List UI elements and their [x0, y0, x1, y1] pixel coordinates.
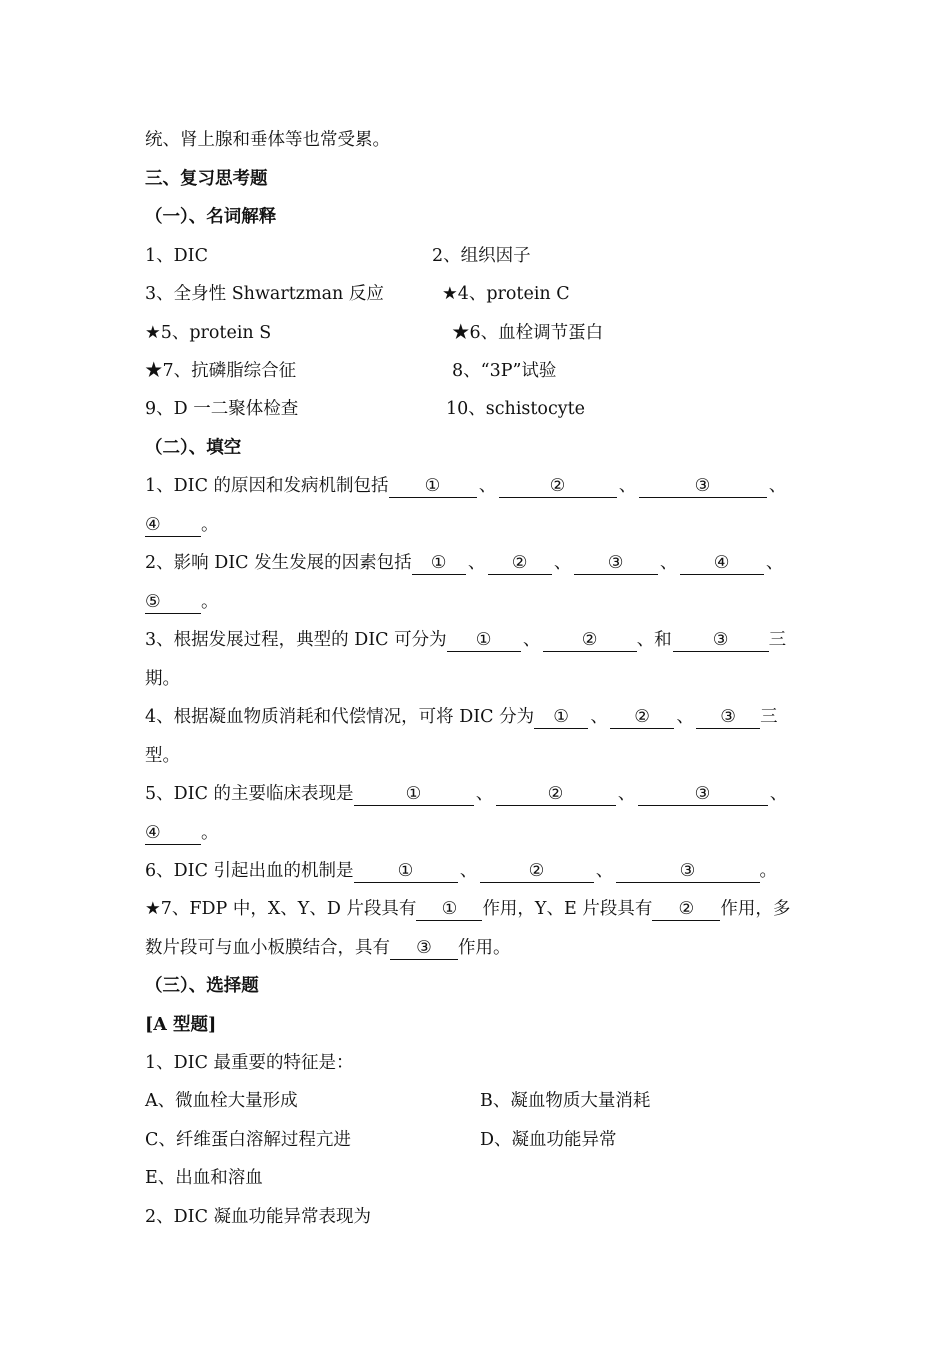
choice-heading: （三）、选择题 — [145, 976, 259, 996]
answer-blank: ① — [416, 898, 482, 921]
fill-question-2 — [145, 551, 786, 575]
answer-blank: ② — [488, 552, 552, 575]
separator: 、 — [522, 630, 541, 650]
question-end: 。 — [201, 515, 219, 535]
answer-blank: ④ — [145, 514, 201, 537]
term-item: 1、DIC — [145, 246, 208, 266]
answer-blank: ③ — [390, 937, 458, 960]
separator: 、 — [768, 476, 787, 496]
answer-blank: ② — [652, 898, 720, 921]
fill-question-5-cont — [145, 821, 219, 845]
term-item: 3、全身性 Shwartzman 反应 — [145, 284, 384, 304]
section-title: 三、复习思考题 — [145, 169, 268, 189]
question-type-label: [A 型题] — [145, 1015, 217, 1035]
term-item: ★4、protein C — [442, 284, 570, 304]
fill-question-1-cont — [145, 513, 219, 537]
question-stem: 1、DIC 的原因和发病机制包括 — [145, 476, 389, 496]
choice-option-b: B、凝血物质大量消耗 — [480, 1091, 651, 1111]
answer-blank: ① — [447, 629, 521, 652]
answer-blank: ① — [389, 475, 477, 498]
answer-blank: ③ — [574, 552, 658, 575]
answer-blank: ③ — [696, 706, 760, 729]
separator: 、 — [478, 476, 497, 496]
question-text: ★7、FDP 中，X、Y、D 片段具有 — [145, 899, 417, 919]
answer-blank: ① — [354, 783, 474, 806]
terms-heading: （一）、名词解释 — [145, 207, 277, 227]
term-item: 2、组织因子 — [432, 246, 531, 266]
term-item: 9、D 一二聚体检查 — [145, 399, 299, 419]
answer-blank: ② — [610, 706, 674, 729]
question-text: 作用，Y、E 片段具有 — [482, 899, 653, 919]
separator: 、 — [618, 476, 637, 496]
answer-blank: ② — [496, 783, 616, 806]
fill-question-6 — [145, 859, 777, 883]
separator: 、 — [459, 861, 478, 881]
separator: 、 — [590, 707, 608, 727]
answer-blank: ② — [499, 475, 617, 498]
separator: 、 — [659, 553, 678, 573]
answer-blank: ③ — [639, 475, 767, 498]
answer-blank: ② — [543, 629, 637, 652]
fill-heading: （二）、填空 — [145, 438, 242, 458]
separator: 、 — [467, 553, 486, 573]
question-stem: 2、影响 DIC 发生发展的因素包括 — [145, 553, 412, 573]
question-stem: 4、根据凝血物质消耗和代偿情况，可将 DIC 分为 — [145, 707, 535, 727]
question-text: 数片段可与血小板膜结合，具有 — [145, 938, 390, 958]
separator: 、 — [617, 784, 636, 804]
separator: 、 — [475, 784, 494, 804]
answer-blank: ④ — [145, 822, 201, 845]
question-stem: 6、DIC 引起出血的机制是 — [145, 861, 354, 881]
question-stem: 3、根据发展过程，典型的 DIC 可分为 — [145, 630, 447, 650]
question-end: 。 — [201, 592, 219, 612]
answer-blank: ③ — [638, 783, 768, 806]
separator: 、 — [676, 707, 694, 727]
fill-question-4-cont: 型。 — [145, 746, 180, 766]
intro-tail-text: 统、肾上腺和垂体等也常受累。 — [145, 130, 390, 150]
separator: 、 — [595, 861, 614, 881]
choice-option-e: E、出血和溶血 — [145, 1168, 263, 1188]
answer-blank: ② — [480, 860, 594, 883]
separator: 、 — [553, 553, 572, 573]
choice-question-1: 1、DIC 最重要的特征是： — [145, 1053, 354, 1073]
separator: 、 — [769, 784, 788, 804]
fill-question-1 — [145, 474, 789, 498]
choice-option-d: D、凝血功能异常 — [480, 1130, 617, 1150]
term-item: 8、“3P”试验 — [452, 361, 557, 381]
answer-blank: ① — [534, 706, 588, 729]
question-text: 作用。 — [458, 938, 511, 958]
answer-blank: ③ — [673, 629, 769, 652]
answer-blank: ⑤ — [145, 591, 201, 614]
choice-option-c: C、纤维蛋白溶解过程亢进 — [145, 1130, 351, 1150]
term-item: ★6、血栓调节蛋白 — [452, 323, 604, 343]
fill-question-4 — [145, 705, 778, 729]
question-end: 。 — [759, 861, 778, 881]
fill-question-2-cont — [145, 590, 219, 614]
term-item: ★5、protein S — [145, 323, 272, 343]
question-stem: 5、DIC 的主要临床表现是 — [145, 784, 354, 804]
term-item: 10、schistocyte — [446, 399, 586, 419]
answer-blank: ① — [354, 860, 458, 883]
fill-question-3-cont: 期。 — [145, 669, 180, 689]
separator: 、和 — [636, 630, 672, 650]
answer-blank: ① — [412, 552, 466, 575]
answer-blank: ③ — [616, 860, 760, 883]
fill-question-5 — [145, 782, 790, 806]
question-end: 。 — [201, 823, 219, 843]
fill-question-7 — [145, 897, 790, 921]
question-tail: 三 — [760, 707, 778, 727]
answer-blank: ④ — [680, 552, 764, 575]
term-item: ★7、抗磷脂综合征 — [145, 361, 297, 381]
fill-question-7-cont — [145, 936, 511, 960]
choice-question-2: 2、DIC 凝血功能异常表现为 — [145, 1207, 372, 1227]
fill-question-3 — [145, 628, 786, 652]
question-text: 作用，多 — [720, 899, 791, 919]
question-tail: 三 — [768, 630, 787, 650]
choice-option-a: A、微血栓大量形成 — [145, 1091, 298, 1111]
separator: 、 — [765, 553, 784, 573]
